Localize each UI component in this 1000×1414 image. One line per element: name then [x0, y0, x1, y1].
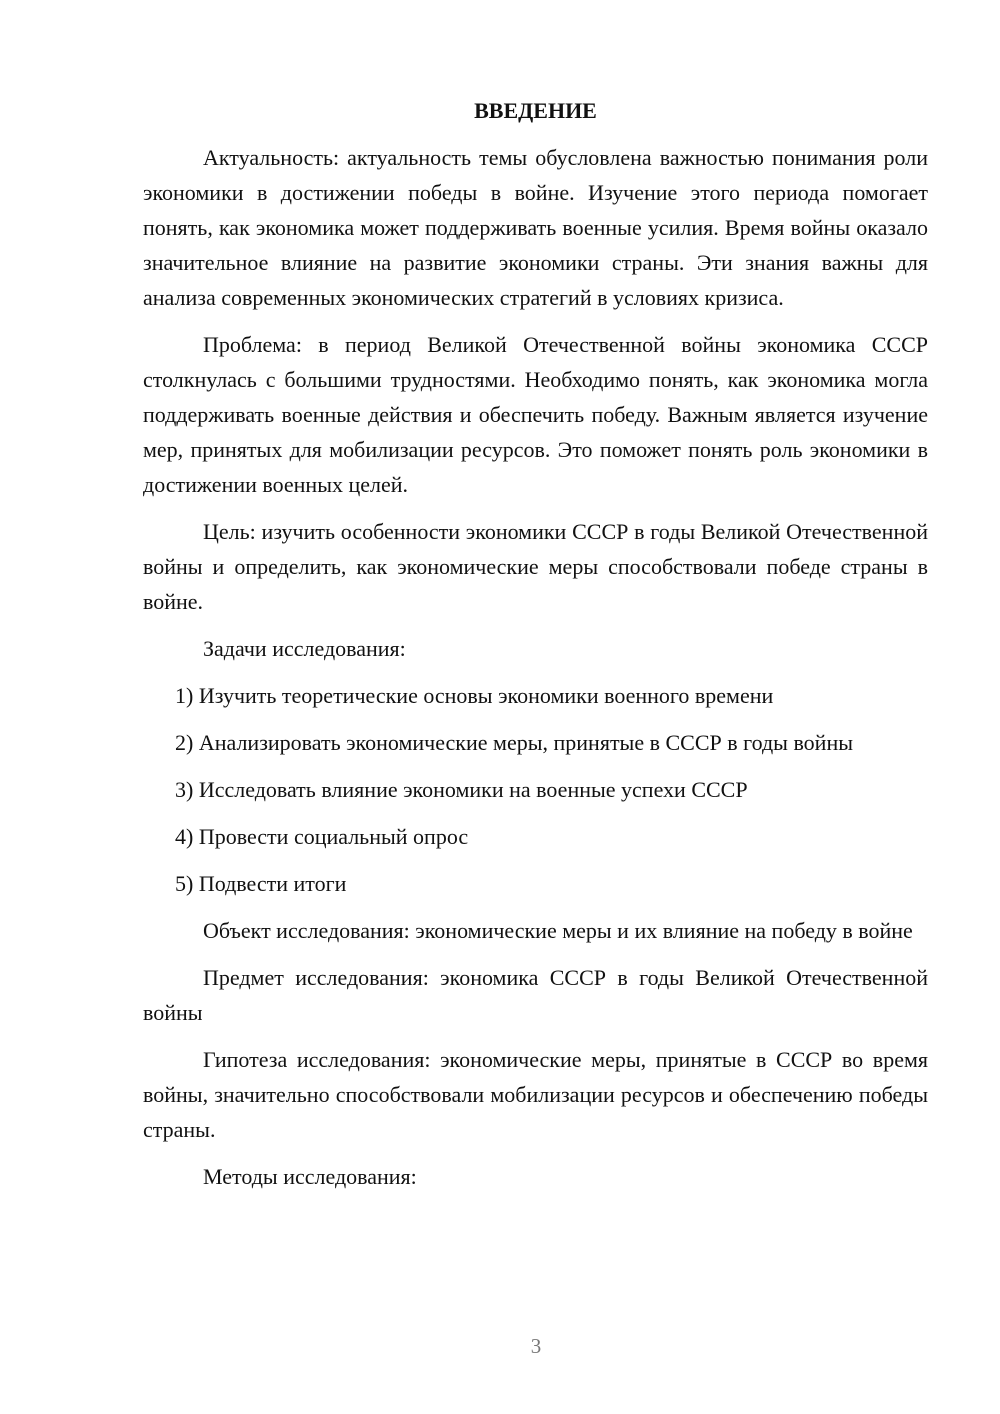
- page-number: 3: [530, 1334, 542, 1358]
- tasks-label: Задачи исследования:: [203, 636, 406, 661]
- subject-paragraph: Предмет исследования: экономика СССР в годы Великой Отечественной войны: [143, 965, 928, 1025]
- task-item-2: 2) Анализировать экономические меры, принятые в СССР в годы войны: [175, 730, 854, 755]
- task-item-1: 1) Изучить теоретические основы экономики военного времени: [175, 683, 774, 708]
- hypothesis-paragraph: Гипотеза исследования: экономические меры, принятые в СССР во время войны, значительно способствовали мобилизации ресурсов и обеспечению победы страны.: [143, 1047, 928, 1142]
- methods-label: Методы исследования:: [203, 1164, 417, 1189]
- task-item-5: 5) Подвести итоги: [175, 871, 347, 896]
- document-body: [143, 96, 928, 1206]
- goal-paragraph: Цель: изучить особенности экономики СССР в годы Великой Отечественной войны и определить, как экономические меры способствовали победе страны в войне.: [143, 519, 928, 614]
- object-paragraph: Объект исследования: экономические меры и их влияние на победу в войне: [203, 918, 913, 943]
- task-item-4: 4) Провести социальный опрос: [175, 824, 469, 849]
- problem-paragraph: Проблема: в период Великой Отечественной войны экономика СССР столкнулась с большими трудностями. Необходимо понять, как экономика могла поддерживать военные действия и обеспечить победу. Важным является изучение мер, принятых для мобилизации ресурсов. Это поможет понять роль экономики в достижении военных целей.: [143, 332, 928, 497]
- task-item-3: 3) Исследовать влияние экономики на военные успехи СССР: [175, 777, 748, 802]
- relevance-paragraph: Актуальность: актуальность темы обусловлена важностью понимания роли экономики в достижении победы в войне. Изучение этого периода помогает понять, как экономика может поддерживать военные усилия. Время войны оказало значительное влияние на развитие экономики страны. Эти знания важны для анализа современных экономических стратегий в условиях кризиса.: [143, 145, 928, 310]
- page-title: ВВЕДЕНИЕ: [474, 98, 597, 123]
